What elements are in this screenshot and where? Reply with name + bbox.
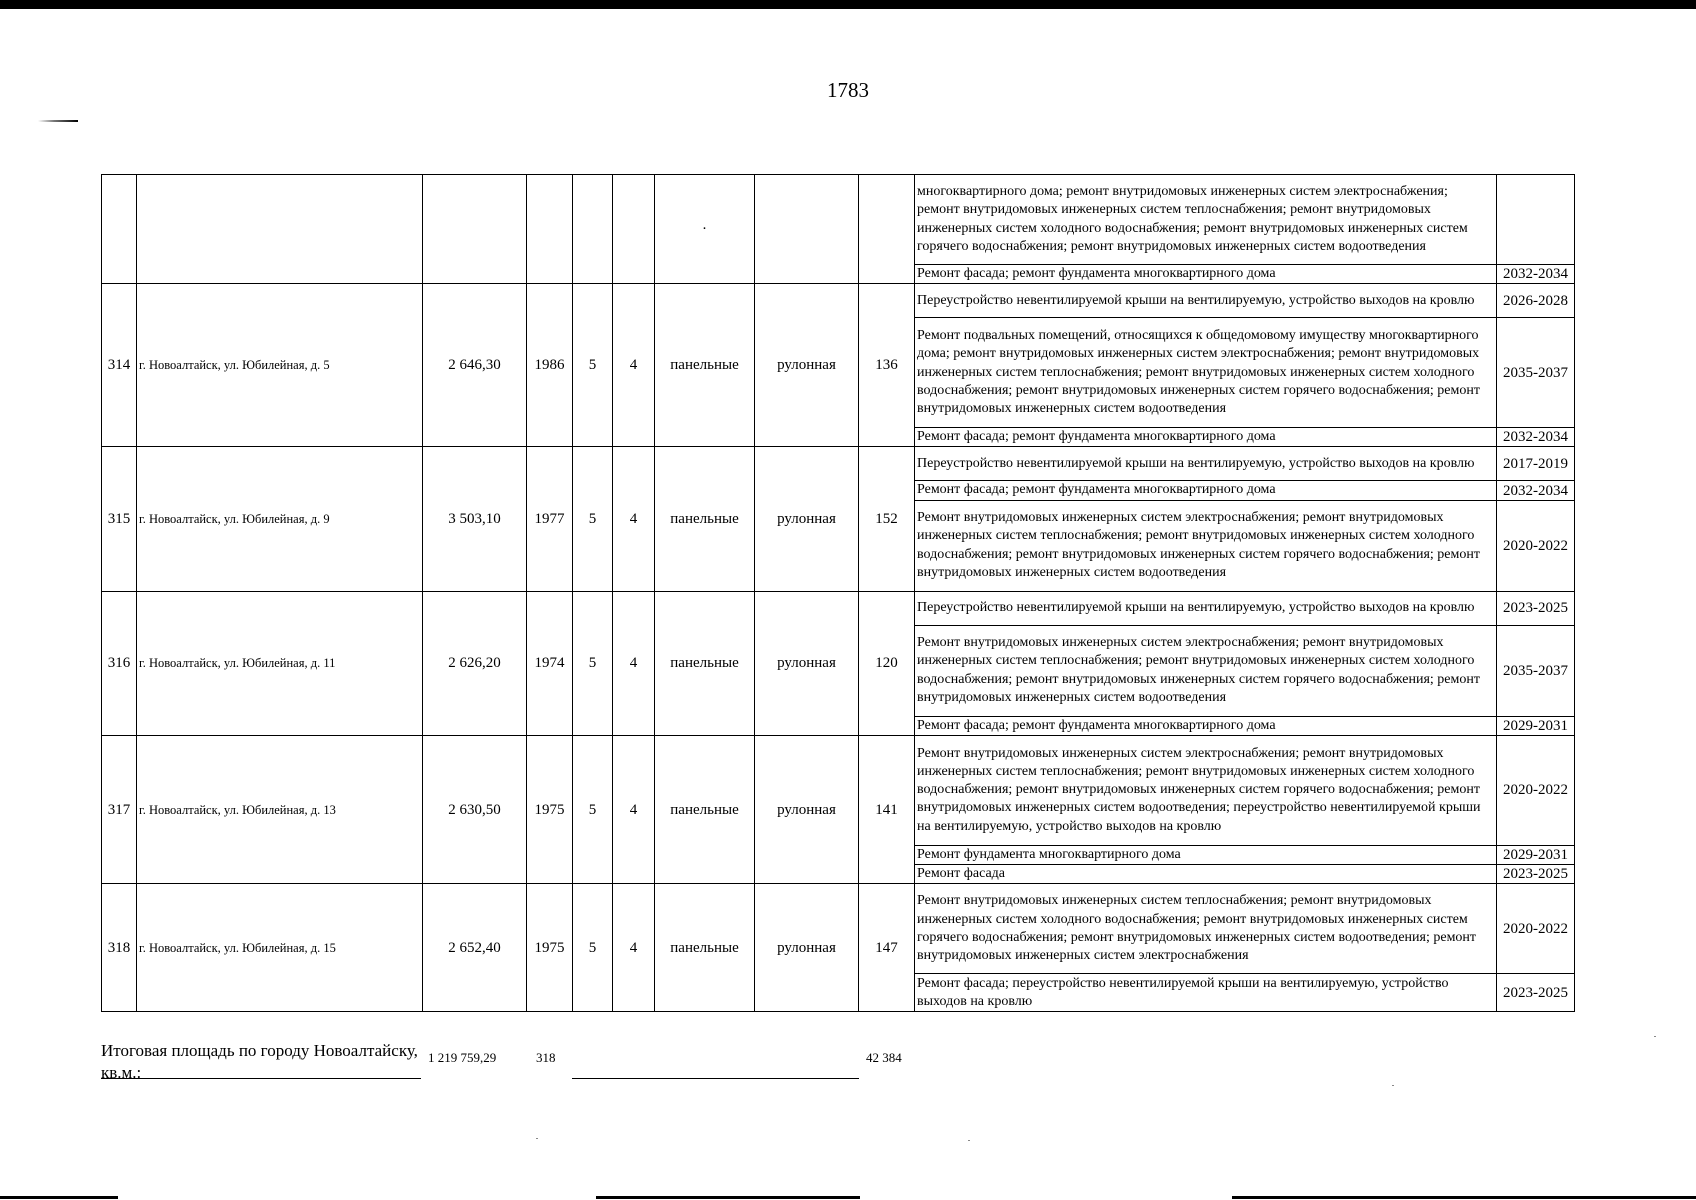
roof-type-cell: рулонная bbox=[755, 735, 859, 883]
roof-type-cell: рулонная bbox=[755, 284, 859, 447]
entrances-cell: 4 bbox=[613, 447, 655, 591]
address-cell: г. Новоалтайск, ул. Юбилейная, д. 5 bbox=[137, 284, 423, 447]
scan-bottom-edge bbox=[1232, 1196, 1696, 1199]
floors-cell: 5 bbox=[573, 591, 613, 735]
floors-cell bbox=[573, 175, 613, 284]
work-period-cell: 2035-2037 bbox=[1497, 318, 1575, 428]
work-description-cell: Ремонт фасада; ремонт фундамента многоквартирного дома bbox=[915, 428, 1497, 447]
work-description-cell: Ремонт внутридомовых инженерных систем теплоснабжения; ремонт внутридомовых инженерных систем холодного водоснабжения; ремонт внутридомовых инженерных систем горячего водоснабжения; ремонт внутридомовых инженерных систем водоотведения; ремонт внутридомовых инженерных систем электроснабжения bbox=[915, 884, 1497, 974]
total-area-cell: 2 630,50 bbox=[423, 735, 527, 883]
work-description-cell: Ремонт фасада; переустройство невентилируемой крыши на вентилируемую, устройство выходов на кровлю bbox=[915, 974, 1497, 1012]
entrances-cell bbox=[613, 175, 655, 284]
roof-type-cell: рулонная bbox=[755, 447, 859, 591]
work-description-cell: Ремонт фасада; ремонт фундамента многоквартирного дома bbox=[915, 265, 1497, 284]
total-label: Итоговая площадь по городу Новоалтайску, кв.м.: bbox=[101, 1041, 418, 1082]
total-area-cell: 2 646,30 bbox=[423, 284, 527, 447]
scan-speck bbox=[968, 1140, 970, 1141]
scan-bottom-edge bbox=[596, 1196, 860, 1199]
build-year-cell: 1977 bbox=[527, 447, 573, 591]
work-description-cell: Ремонт фасада bbox=[915, 865, 1497, 884]
work-description-cell: Переустройство невентилируемой крыши на вентилируемую, устройство выходов на кровлю bbox=[915, 447, 1497, 481]
floors-cell: 5 bbox=[573, 735, 613, 883]
row-number-cell bbox=[102, 175, 137, 284]
floors-cell: 5 bbox=[573, 284, 613, 447]
work-period-cell: 2020-2022 bbox=[1497, 884, 1575, 974]
floors-cell: 5 bbox=[573, 884, 613, 1012]
total-area-cell bbox=[423, 175, 527, 284]
apartment-count-cell: 120 bbox=[859, 591, 915, 735]
work-period-cell: 2023-2025 bbox=[1497, 591, 1575, 625]
address-cell bbox=[137, 175, 423, 284]
capital-repair-table bbox=[101, 174, 1575, 1012]
apartment-count-cell bbox=[859, 175, 915, 284]
roof-type-cell bbox=[755, 175, 859, 284]
row-number-cell: 318 bbox=[102, 884, 137, 1012]
scan-mark bbox=[38, 120, 78, 122]
work-period-cell: 2020-2022 bbox=[1497, 735, 1575, 845]
address-cell: г. Новоалтайск, ул. Юбилейная, д. 15 bbox=[137, 884, 423, 1012]
wall-material-cell: панельные bbox=[655, 884, 755, 1012]
total-apartments: 42 384 bbox=[866, 1050, 902, 1065]
apartment-count-cell: 147 bbox=[859, 884, 915, 1012]
work-period-cell: 2032-2034 bbox=[1497, 481, 1575, 500]
work-description-cell: Ремонт фундамента многоквартирного дома bbox=[915, 845, 1497, 864]
scan-bottom-edge bbox=[0, 1196, 118, 1199]
scan-speck bbox=[536, 1138, 538, 1139]
work-description-cell: Переустройство невентилируемой крыши на вентилируемую, устройство выходов на кровлю bbox=[915, 591, 1497, 625]
build-year-cell: 1986 bbox=[527, 284, 573, 447]
work-description-cell: Ремонт фасада; ремонт фундамента многоквартирного дома bbox=[915, 481, 1497, 500]
wall-material-cell: панельные bbox=[655, 284, 755, 447]
apartment-count-cell: 136 bbox=[859, 284, 915, 447]
work-period-cell: 2020-2022 bbox=[1497, 500, 1575, 591]
apartment-count-cell: 141 bbox=[859, 735, 915, 883]
scan-top-border bbox=[0, 0, 1696, 9]
work-period-cell bbox=[1497, 175, 1575, 265]
apartment-count-cell: 152 bbox=[859, 447, 915, 591]
total-underline bbox=[101, 1078, 421, 1079]
total-area: 1 219 759,29 bbox=[428, 1050, 497, 1065]
row-number-cell: 314 bbox=[102, 284, 137, 447]
address-cell: г. Новоалтайск, ул. Юбилейная, д. 11 bbox=[137, 591, 423, 735]
total-area-cell: 2 652,40 bbox=[423, 884, 527, 1012]
work-description-cell: Ремонт внутридомовых инженерных систем электроснабжения; ремонт внутридомовых инженерных систем теплоснабжения; ремонт внутридомовых инженерных систем холодного водоснабжения; ремонт внутридомовых инженерных систем горячего водоснабжения; ремонт внутридомовых инженерных систем водоотведения bbox=[915, 500, 1497, 591]
table-row bbox=[102, 175, 1575, 265]
total-area-cell: 3 503,10 bbox=[423, 447, 527, 591]
wall-material-cell: панельные bbox=[655, 735, 755, 883]
build-year-cell: 1974 bbox=[527, 591, 573, 735]
address-cell: г. Новоалтайск, ул. Юбилейная, д. 13 bbox=[137, 735, 423, 883]
work-period-cell: 2029-2031 bbox=[1497, 716, 1575, 735]
table-row bbox=[102, 735, 1575, 845]
address-cell: г. Новоалтайск, ул. Юбилейная, д. 9 bbox=[137, 447, 423, 591]
work-description-cell: Ремонт внутридомовых инженерных систем электроснабжения; ремонт внутридомовых инженерных систем теплоснабжения; ремонт внутридомовых инженерных систем холодного водоснабжения; ремонт внутридомовых инженерных систем горячего водоснабжения; ремонт внутридомовых инженерных систем водоотведения; переустройство невентилируемой крыши на вентилируемую, устройство выходов на кровлю bbox=[915, 735, 1497, 845]
entrances-cell: 4 bbox=[613, 591, 655, 735]
table-row bbox=[102, 284, 1575, 318]
table-row bbox=[102, 884, 1575, 974]
work-description-cell: Переустройство невентилируемой крыши на вентилируемую, устройство выходов на кровлю bbox=[915, 284, 1497, 318]
table-row bbox=[102, 447, 1575, 481]
work-period-cell: 2026-2028 bbox=[1497, 284, 1575, 318]
total-count: 318 bbox=[536, 1050, 556, 1065]
total-area-cell: 2 626,20 bbox=[423, 591, 527, 735]
work-period-cell: 2023-2025 bbox=[1497, 865, 1575, 884]
work-period-cell: 2035-2037 bbox=[1497, 625, 1575, 716]
work-period-cell: 2023-2025 bbox=[1497, 974, 1575, 1012]
work-description-cell: Ремонт внутридомовых инженерных систем электроснабжения; ремонт внутридомовых инженерных систем теплоснабжения; ремонт внутридомовых инженерных систем холодного водоснабжения; ремонт внутридомовых инженерных систем горячего водоснабжения; ремонт внутридомовых инженерных систем водоотведения bbox=[915, 625, 1497, 716]
row-number-cell: 317 bbox=[102, 735, 137, 883]
work-description-cell: Ремонт подвальных помещений, относящихся к общедомовому имуществу многоквартирного дома; ремонт внутридомовых инженерных систем электроснабжения; ремонт внутридомовых инженерных систем теплоснабжения; ремонт внутридомовых инженерных систем холодного водоснабжения; ремонт внутридомовых инженерных систем горячего водоснабжения; ремонт внутридомовых инженерных систем водоотведения bbox=[915, 318, 1497, 428]
page-number: 1783 bbox=[827, 78, 869, 102]
work-period-cell: 2017-2019 bbox=[1497, 447, 1575, 481]
build-year-cell: 1975 bbox=[527, 884, 573, 1012]
scan-speck bbox=[1654, 1036, 1656, 1037]
row-number-cell: 316 bbox=[102, 591, 137, 735]
wall-material-cell: панельные bbox=[655, 591, 755, 735]
floors-cell: 5 bbox=[573, 447, 613, 591]
roof-type-cell: рулонная bbox=[755, 591, 859, 735]
work-description-cell: Ремонт фасада; ремонт фундамента многоквартирного дома bbox=[915, 716, 1497, 735]
wall-material-cell: · bbox=[655, 175, 755, 284]
entrances-cell: 4 bbox=[613, 735, 655, 883]
build-year-cell: 1975 bbox=[527, 735, 573, 883]
table-row bbox=[102, 591, 1575, 625]
entrances-cell: 4 bbox=[613, 284, 655, 447]
work-description-cell: многоквартирного дома; ремонт внутридомовых инженерных систем электроснабжения; ремонт внутридомовых инженерных систем теплоснабжения; ремонт внутридомовых инженерных систем холодного водоснабжения; ремонт внутридомовых инженерных систем горячего водоснабжения; ремонт внутридомовых инженерных систем водоотведения bbox=[915, 175, 1497, 265]
work-period-cell: 2029-2031 bbox=[1497, 845, 1575, 864]
wall-material-cell: панельные bbox=[655, 447, 755, 591]
work-period-cell: 2032-2034 bbox=[1497, 428, 1575, 447]
entrances-cell: 4 bbox=[613, 884, 655, 1012]
roof-type-cell: рулонная bbox=[755, 884, 859, 1012]
total-underline-2 bbox=[572, 1078, 859, 1079]
scan-speck bbox=[1392, 1085, 1394, 1086]
build-year-cell bbox=[527, 175, 573, 284]
row-number-cell: 315 bbox=[102, 447, 137, 591]
work-period-cell: 2032-2034 bbox=[1497, 265, 1575, 284]
table-body bbox=[102, 175, 1575, 1012]
